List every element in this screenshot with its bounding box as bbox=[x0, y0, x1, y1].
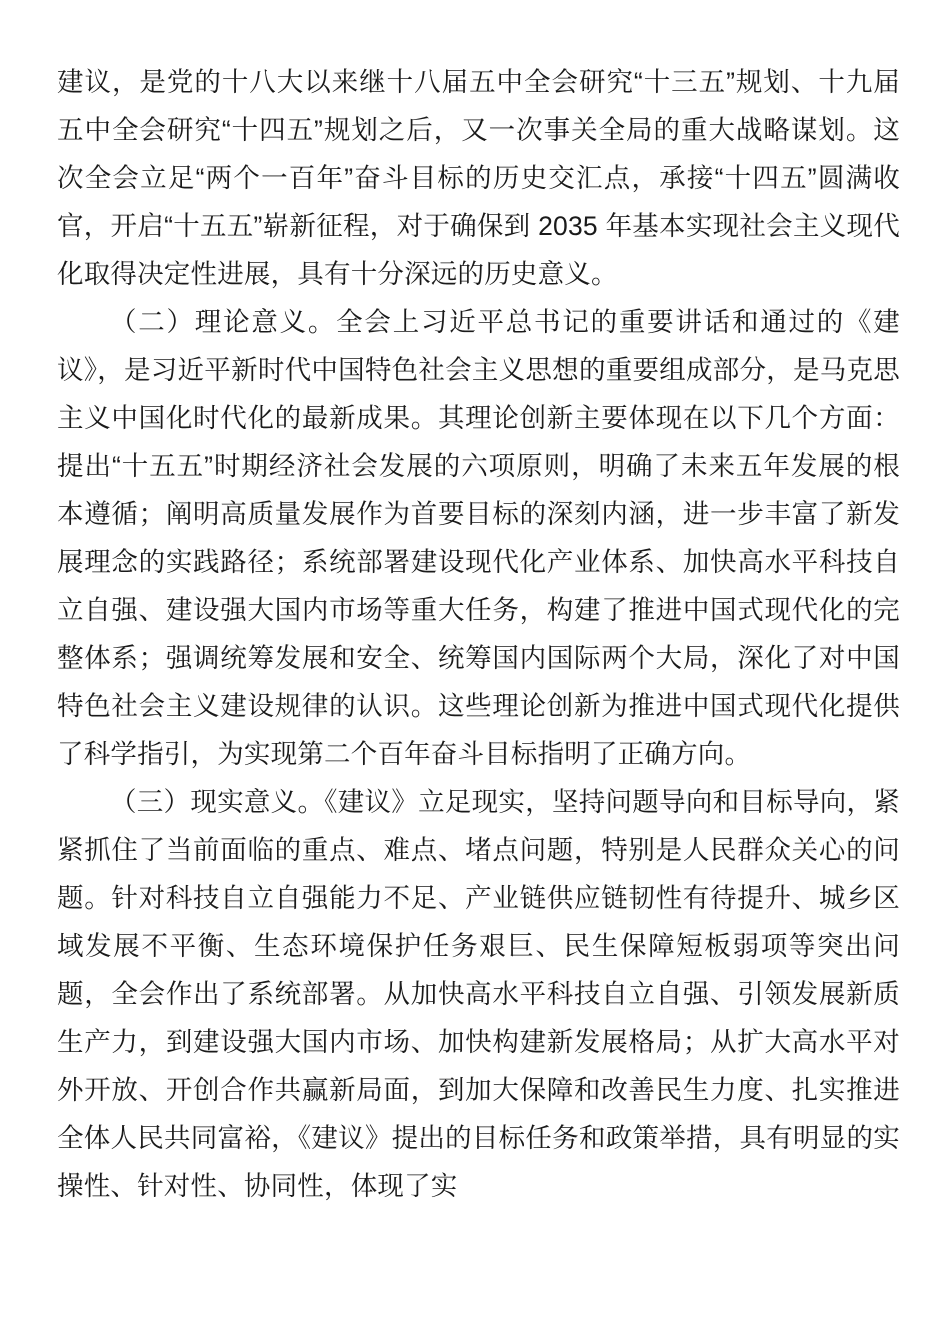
paragraph-continuation: 建议，是党的十八大以来继十八届五中全会研究“十三五”规划、十九届五中全会研究“十四五”规划之后，又一次事关全局的重大战略谋划。这次全会立足“两个一百年”奋斗目标的历史交汇点，承接“十四五”圆满收官，开启“十五五”崭新征程，对于确保到 2035 年基本实现社会主义现代化取得决定性进展，具有十分深远的历史意义。 bbox=[57, 67, 900, 289]
paragraph-theoretical-significance: （二）理论意义。全会上习近平总书记的重要讲话和通过的《建议》，是习近平新时代中国特色社会主义思想的重要组成部分，是马克思主义中国化时代化的最新成果。其理论创新主要体现在以下几个方面：提出“十五五”时期经济社会发展的六项原则，明确了未来五年发展的根本遵循；阐明高质量发展作为首要目标的深刻内涵，进一步丰富了新发展理念的实践路径；系统部署建设现代化产业体系、加快高水平科技自立自强、建设强大国内市场等重大任务，构建了推进中国式现代化的完整体系；强调统筹发展和安全、统筹国内国际两个大局，深化了对中国特色社会主义建设规律的认识。这些理论创新为推进中国式现代化提供了科学指引，为实现第二个百年奋斗目标指明了正确方向。 bbox=[57, 307, 900, 769]
document-text-body bbox=[57, 58, 900, 1210]
paragraph-practical-significance: （三）现实意义。《建议》立足现实，坚持问题导向和目标导向，紧紧抓住了当前面临的重点、难点、堵点问题，特别是人民群众关心的问题。针对科技自立自强能力不足、产业链供应链韧性有待提升、城乡区域发展不平衡、生态环境保护任务艰巨、民生保障短板弱项等突出问题，全会作出了系统部署。从加快高水平科技自立自强、引领发展新质生产力，到建设强大国内市场、加快构建新发展格局；从扩大高水平对外开放、开创合作共赢新局面，到加大保障和改善民生力度、扎实推进全体人民共同富裕，《建议》提出的目标任务和政策举措，具有明显的实操性、针对性、协同性，体现了实 bbox=[57, 787, 900, 1201]
